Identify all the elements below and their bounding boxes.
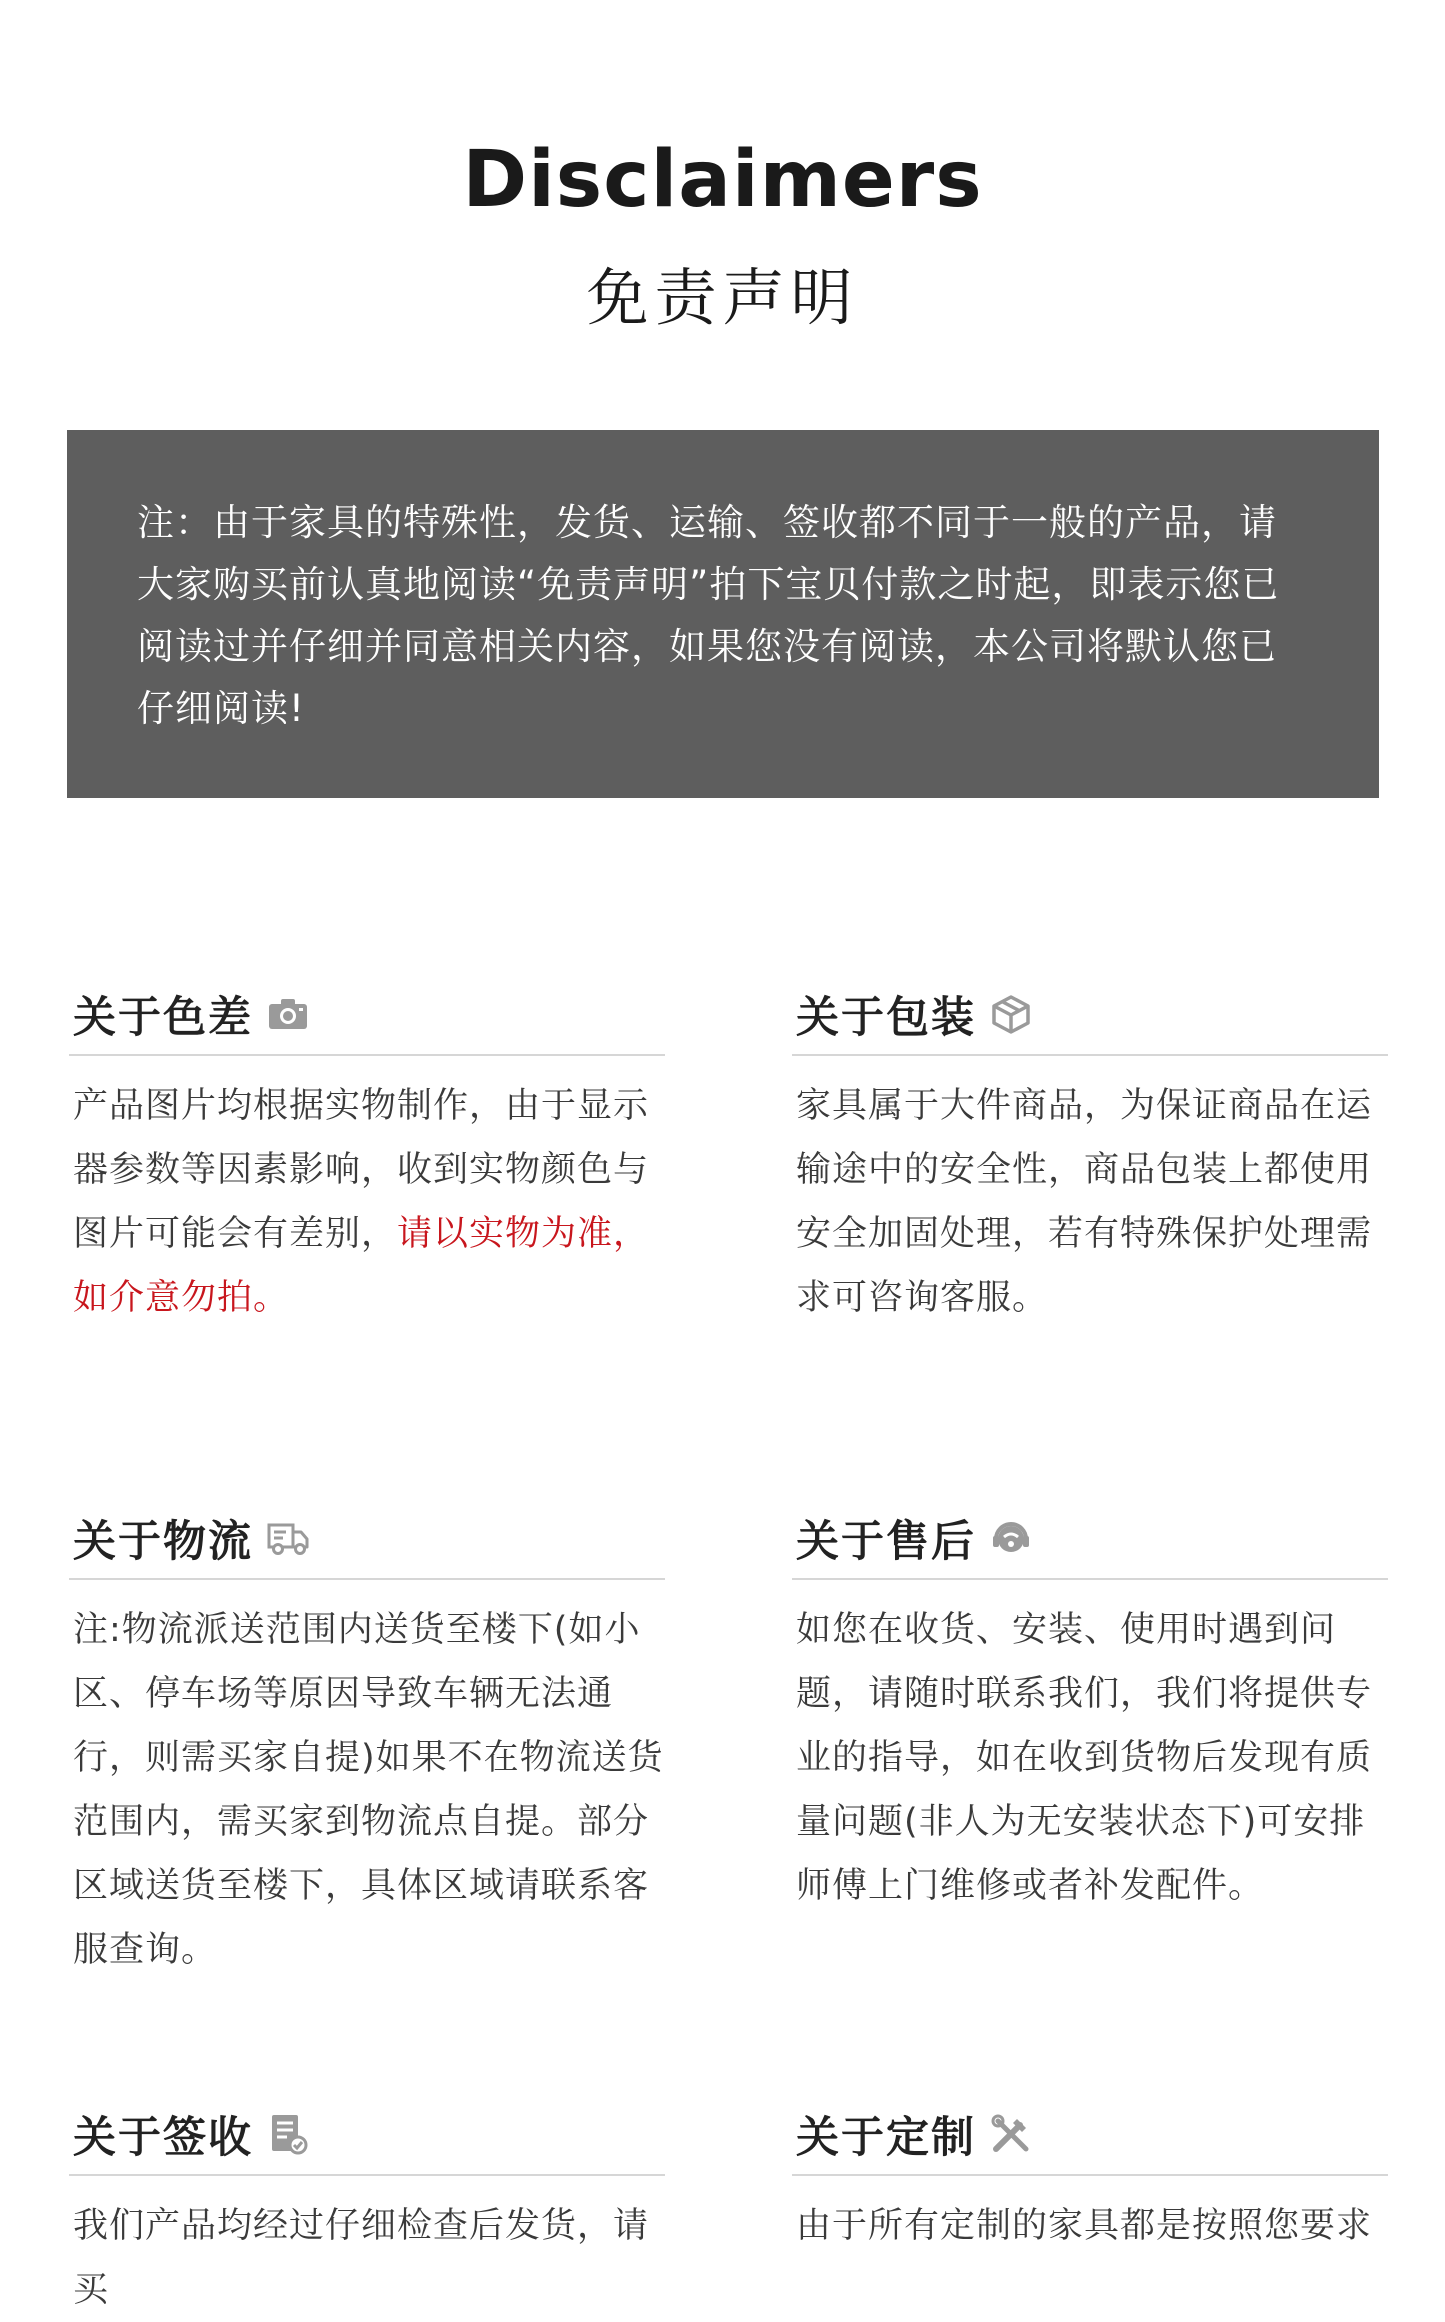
- page-title-chinese: 免责声明: [586, 261, 859, 334]
- notice-box: [67, 430, 1379, 798]
- section-header: [73, 2102, 673, 2166]
- section-header: [73, 982, 673, 1046]
- section-customization: [796, 2102, 1396, 2258]
- section-body: [73, 1074, 673, 1330]
- section-header: [796, 2102, 1396, 2166]
- section-divider: [792, 1054, 1388, 1056]
- section-header: [796, 1506, 1396, 1570]
- section-body: 如您在收货、安装、使用时遇到问题，请随时联系我们，我们将提供专业的指导，如在收到货物后发现有质量问题(非人为无安装状态下)可安排师傅上门维修或者补发配件。: [796, 1610, 1373, 1906]
- section-body: 家具属于大件商品，为保证商品在运输途中的安全性，商品包装上都使用安全加固处理，若有特殊保护处理需求可咨询客服。: [796, 1086, 1373, 1318]
- package-icon: [990, 993, 1032, 1035]
- section-divider: [69, 1578, 665, 1580]
- notice-text: 注：由于家具的特殊性，发货、运输、签收都不同于一般的产品，请大家购买前认真地阅读“免责声明”拍下宝贝付款之时起，即表示您已阅读过并仔细并同意相关内容，如果您没有阅读，本公司将默认您已仔细阅读!: [137, 501, 1280, 730]
- truck-icon: [267, 1517, 309, 1559]
- section-receipt: [73, 2102, 673, 2322]
- section-packaging: [796, 982, 1396, 1330]
- section-body: 我们产品均经过仔细检查后发货，请买: [73, 2206, 650, 2310]
- section-title: 关于包装: [796, 992, 976, 1043]
- camera-icon: [267, 993, 309, 1035]
- section-divider: [792, 2174, 1388, 2176]
- page-title-english: Disclaimers: [462, 135, 983, 225]
- section-body: 注:物流派送范围内送货至楼下(如小区、停车场等原因导致车辆无法通行，则需买家自提)如果不在物流送货范围内，需买家到物流点自提。部分区域送货至楼下，具体区域请联系客服查询。: [73, 1610, 664, 1970]
- section-divider: [792, 1578, 1388, 1580]
- section-header: [796, 982, 1396, 1046]
- section-divider: [69, 2174, 665, 2176]
- tools-icon: [990, 2113, 1032, 2155]
- receipt-icon: [267, 2113, 309, 2155]
- section-title: 关于签收: [73, 2112, 253, 2163]
- headset-icon: [990, 1517, 1032, 1559]
- section-title: 关于色差: [73, 992, 253, 1043]
- section-title: 关于售后: [796, 1516, 976, 1567]
- section-title: 关于定制: [796, 2112, 976, 2163]
- section-after-sales: [796, 1506, 1396, 1918]
- section-divider: [69, 1054, 665, 1056]
- section-body-text: 产品图片均根据实物制作，由于显示器参数等因素影响，收到实物颜色与图片可能会有差别，: [73, 1086, 650, 1254]
- section-header: [73, 1506, 673, 1570]
- section-body-highlight: 请以实物为准，如介意勿拍。: [73, 1214, 650, 1318]
- section-logistics: [73, 1506, 673, 1982]
- section-body: 由于所有定制的家具都是按照您要求: [796, 2206, 1373, 2246]
- section-color-difference: [73, 982, 673, 1330]
- section-title: 关于物流: [73, 1516, 253, 1567]
